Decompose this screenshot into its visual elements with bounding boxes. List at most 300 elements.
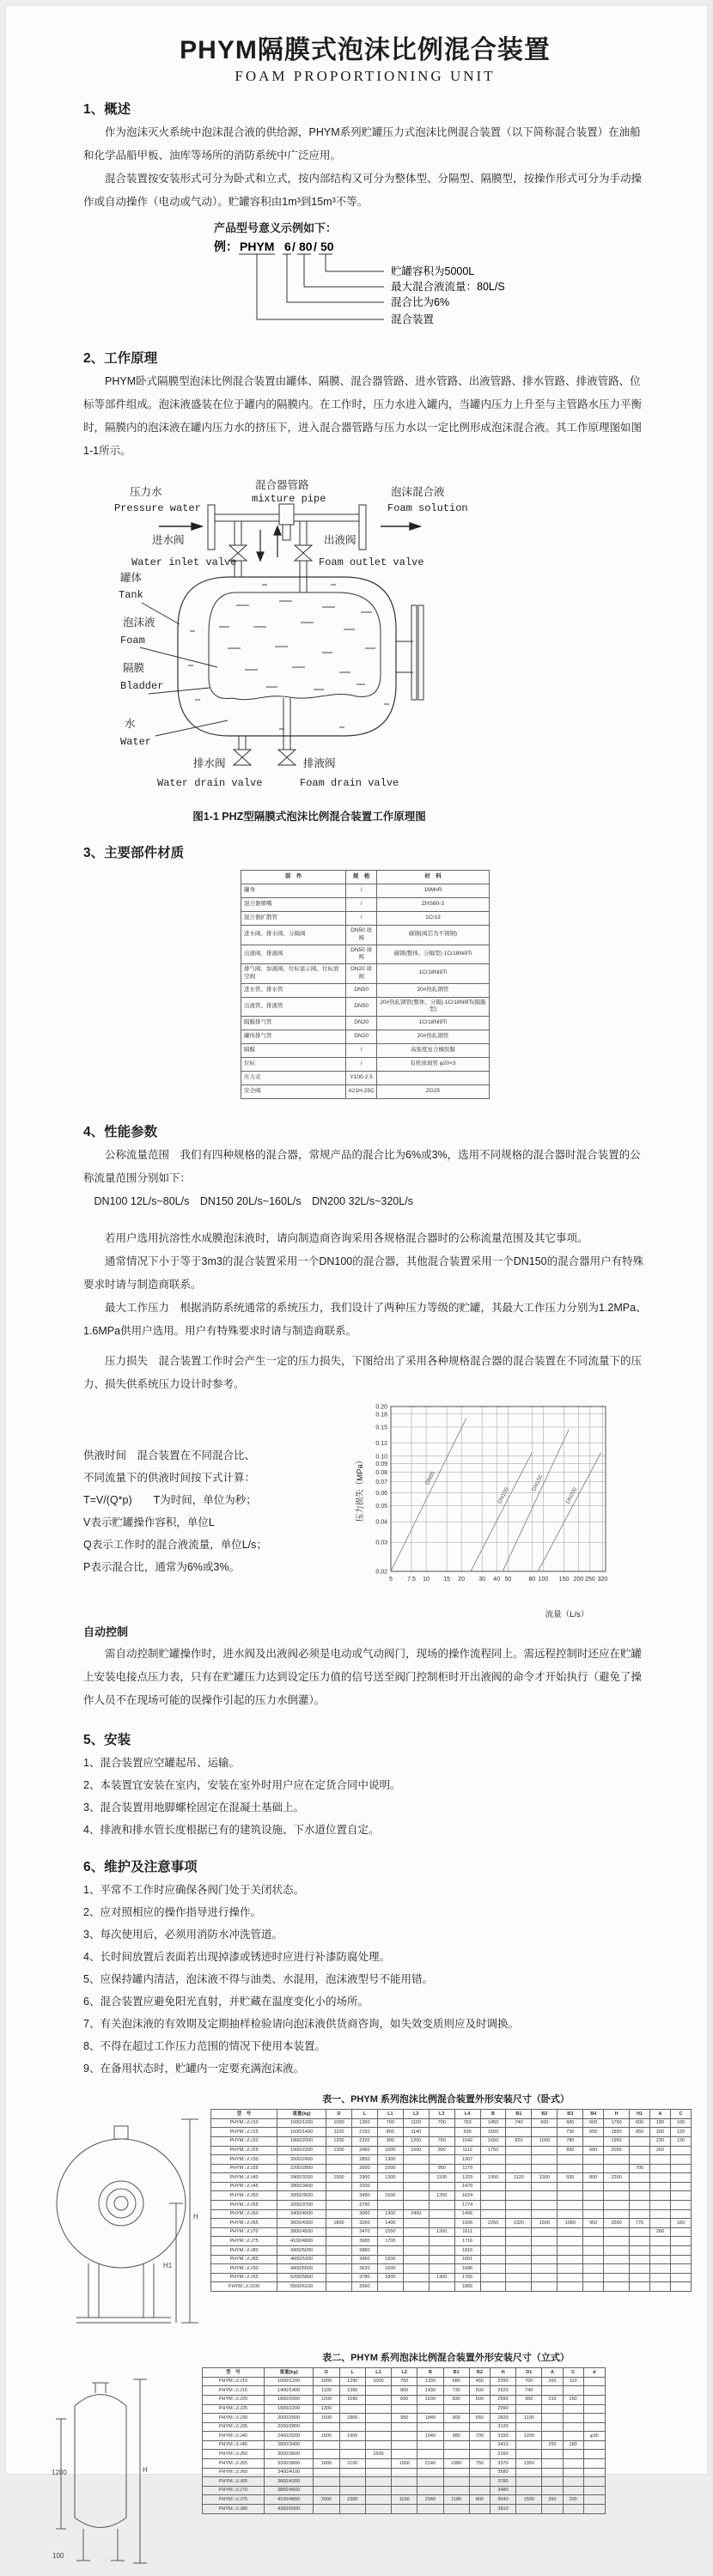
table-cell xyxy=(649,2273,670,2282)
table-cell xyxy=(563,2422,583,2432)
column-header: 重量(kg) xyxy=(264,2368,314,2378)
table-cell xyxy=(542,2450,563,2459)
table-cell xyxy=(365,2414,391,2423)
table-cell: 混合器扩散管 xyxy=(241,912,346,926)
table-cell: 1950 xyxy=(480,2173,506,2183)
table-cell: 1100 xyxy=(314,2386,339,2396)
table-cell xyxy=(417,2404,443,2414)
column-header: 型 号 xyxy=(211,2110,277,2119)
table-row xyxy=(203,2377,606,2386)
x-tick-label: 150 xyxy=(558,1577,570,1583)
foam-outlet-valve-symbol xyxy=(295,545,312,561)
table-row xyxy=(211,2282,692,2292)
water-drain-label-en: Water drain valve xyxy=(157,777,263,789)
table-cell xyxy=(630,2173,650,2183)
table-cell xyxy=(480,2155,506,2165)
table-cell: 1750 xyxy=(604,2118,630,2128)
table-cell xyxy=(480,2164,506,2173)
table-row xyxy=(211,2264,692,2274)
table-cell: 1290 xyxy=(339,2377,365,2386)
table-cell: 1865 xyxy=(454,2282,480,2292)
table-cell: 1100 xyxy=(429,2173,454,2183)
table-cell: 罐身 xyxy=(241,884,346,898)
table-cell: 碳钢(整体、分隔型) 1Cr18Ni9Ti xyxy=(376,945,489,964)
table-cell: 5500/6100 xyxy=(277,2282,326,2292)
table-cell xyxy=(583,2246,604,2256)
y-axis-label: 压力损失（MPa） xyxy=(356,1455,365,1522)
table-cell: 2260 xyxy=(604,2173,630,2183)
table-cell xyxy=(480,2282,506,2292)
table-cell: 820 xyxy=(506,2136,532,2146)
table-cell: PHYM □/□/25 xyxy=(203,2404,265,2414)
paragraph: PHYM卧式隔膜型泡沫比例混合装置由罐体、隔膜、混合器管路、进水管路、出液管路、排水管路、排液管路、位标等部件组成。泡沫液盛装在位于罐内的隔膜内。在工作时，压力水进入罐内，当罐内压力上升至与主管路水压力平衡时，隔膜内的泡沫液在罐内压力水的挤压下，进入混合器管路与压力水以一定比例形成泡沫混合液。其工作原理图如图1-1所示。 xyxy=(83,375,643,457)
x-tick-label: 10 xyxy=(423,1577,430,1583)
table-row xyxy=(211,2173,692,2183)
table-cell: 700 xyxy=(377,2118,403,2128)
x-tick-label: 80 xyxy=(528,1577,536,1583)
supply-time-line: P表示混合比，通常为6%或3%。 xyxy=(83,1561,240,1574)
table-cell xyxy=(630,2237,650,2246)
table-cell xyxy=(670,2227,691,2237)
table-cell xyxy=(392,2422,417,2432)
table-cell xyxy=(670,2264,691,2274)
table-cell xyxy=(630,2155,650,2165)
table-cell xyxy=(649,2237,670,2246)
table-cell: 3370 xyxy=(490,2459,515,2469)
column-header: 规 格 xyxy=(346,871,377,884)
table-cell xyxy=(377,2201,403,2210)
table-cell xyxy=(443,2505,469,2514)
column-header: d xyxy=(583,2368,605,2378)
table-cell xyxy=(403,2164,429,2173)
table-cell: DN50 球阀 xyxy=(346,945,377,964)
section-heading-maintenance: 6、维护及注意事项 xyxy=(83,1860,198,1875)
y-tick-label: 0.02 xyxy=(375,1569,387,1576)
table-cell: 1900/2200 xyxy=(264,2404,314,2414)
column-header: A xyxy=(649,2110,670,2119)
table-cell xyxy=(532,2264,558,2274)
table-cell: 950 xyxy=(583,2219,604,2228)
table-cell xyxy=(604,2282,630,2292)
table-cell: 830 xyxy=(443,2395,469,2404)
table-cell: 2900 xyxy=(351,2173,377,2183)
foam-outlet-valve-label-cn: 出液阀 xyxy=(324,534,356,546)
y-tick-label: 0.03 xyxy=(375,1540,387,1546)
table-cell: 1360 xyxy=(351,2118,377,2128)
table-cell: 180 xyxy=(649,2118,670,2128)
table-cell xyxy=(443,2486,469,2495)
table-cell xyxy=(403,2255,429,2264)
column-header: C xyxy=(563,2368,583,2378)
table-cell: 210 xyxy=(542,2395,563,2404)
table-row xyxy=(241,884,490,898)
table-cell xyxy=(480,2182,506,2191)
table-cell: 900 xyxy=(443,2414,469,2423)
table-cell: 1000 xyxy=(392,2459,417,2469)
table-cell xyxy=(443,2468,469,2477)
x-axis-label: 流量（L/s） xyxy=(545,1610,589,1620)
table-cell xyxy=(583,2237,604,2246)
table-cell: 3780 xyxy=(490,2477,515,2487)
table-cell xyxy=(429,2182,454,2191)
table-row xyxy=(203,2495,606,2505)
table-cell: 1500 xyxy=(365,2450,391,2459)
pressure-water-label-en: Pressure water xyxy=(114,502,201,514)
table-cell: 763 xyxy=(454,2118,480,2128)
y-tick-label: 0.15 xyxy=(375,1425,387,1431)
table-cell xyxy=(583,2459,605,2469)
table-cell xyxy=(469,2450,490,2459)
water-inlet-valve-label-en: Water inlet valve xyxy=(131,556,237,568)
table-cell xyxy=(480,2191,506,2201)
table-cell: 3000/3500 xyxy=(277,2191,326,2201)
table-cell: PHYM □/□/15 xyxy=(211,2128,277,2137)
table-cell: PHYM □/□/65 xyxy=(203,2477,265,2487)
table-cell xyxy=(670,2182,691,2191)
table-cell xyxy=(583,2155,604,2165)
table-row xyxy=(203,2477,606,2487)
table-cell xyxy=(516,2404,542,2414)
table-cell: PHYM □/□/30 xyxy=(203,2414,265,2423)
column-header: H xyxy=(604,2110,630,2119)
table-cell: DN20 xyxy=(346,1030,377,1044)
model-separator: / xyxy=(314,240,317,253)
table-cell xyxy=(604,2155,630,2165)
table-cell: 1800/2000 xyxy=(264,2395,314,2404)
y-tick-label: 0.07 xyxy=(375,1479,387,1486)
table-cell xyxy=(365,2395,391,2404)
table-cell xyxy=(403,2201,429,2210)
table-cell: 1450 xyxy=(480,2118,506,2128)
y-tick-label: 0.05 xyxy=(375,1504,387,1510)
table-cell xyxy=(558,2164,583,2173)
table-cell xyxy=(558,2191,583,2201)
callout-device: 混合装置 xyxy=(391,313,435,325)
table-cell xyxy=(314,2486,339,2495)
table-row xyxy=(241,1085,490,1099)
table-cell: PHYM □/□/20 xyxy=(203,2395,265,2404)
table-cell: 1601 xyxy=(454,2255,480,2264)
table-cell xyxy=(480,2246,506,2256)
table-cell xyxy=(649,2282,670,2292)
table-cell: PHYM □/□/10 xyxy=(203,2377,265,2386)
table-cell: 1112 xyxy=(454,2146,480,2155)
table-header-row xyxy=(211,2110,692,2119)
table-cell: PHYM □/□/55 xyxy=(203,2459,265,2469)
table-cell: 2150 xyxy=(351,2128,377,2137)
supply-time-block xyxy=(83,1400,341,1621)
table-cell: 2300 xyxy=(339,2495,365,2505)
table-cell xyxy=(339,2450,365,2459)
table-row xyxy=(203,2432,606,2441)
table-cell xyxy=(326,2201,352,2210)
foam-drain-pipe xyxy=(278,698,296,765)
table-cell: φ30 xyxy=(583,2432,605,2441)
table-row xyxy=(211,2136,692,2146)
table-cell xyxy=(480,2227,506,2237)
table-cell: 730 xyxy=(558,2128,583,2137)
table-cell xyxy=(365,2386,391,2396)
table-cell xyxy=(630,2273,650,2282)
x-tick-label: 20 xyxy=(458,1577,466,1583)
table-cell xyxy=(339,2440,365,2450)
table-cell xyxy=(403,2173,429,2183)
table-cell xyxy=(630,2264,650,2274)
table-cell xyxy=(630,2227,650,2237)
table-cell: 3160 xyxy=(490,2450,515,2459)
table-cell: 1120 xyxy=(506,2173,532,2183)
table-cell xyxy=(542,2486,563,2495)
table-row xyxy=(211,2191,692,2201)
table-cell xyxy=(583,2386,605,2396)
table-cell: 1430 xyxy=(417,2386,443,2396)
table-cell xyxy=(583,2182,604,2191)
table-cell: 1100 xyxy=(392,2495,417,2505)
model-callout-svg xyxy=(214,237,558,330)
y-tick-label: 0.18 xyxy=(375,1412,387,1419)
table-cell xyxy=(469,2505,490,2514)
page-subtitle: FOAM PROPORTIONING UNIT xyxy=(235,68,496,84)
table-cell xyxy=(480,2273,506,2282)
table-cell: 20#热轧钢管(整体、分隔) 1Cr18Ni9Ti(隔膜型) xyxy=(376,997,489,1017)
table-cell: 1800 xyxy=(339,2414,365,2423)
table-cell xyxy=(506,2246,532,2256)
callout-mix-ratio: 混合比为6% xyxy=(391,296,450,308)
table-cell: 3150 xyxy=(490,2432,515,2441)
table-cell xyxy=(429,2201,454,2210)
table-cell: PHYM □/□/60 xyxy=(203,2468,265,2477)
table-cell: 500 xyxy=(469,2386,490,2396)
table-cell xyxy=(516,2422,542,2432)
table-cell xyxy=(670,2173,691,2183)
table-cell xyxy=(542,2459,563,2469)
table-cell: 1080 xyxy=(443,2459,469,2469)
table-cell xyxy=(339,2422,365,2432)
y-tick-label: 0.09 xyxy=(375,1461,387,1468)
table-cell: 1500 xyxy=(314,2414,339,2423)
table-cell xyxy=(417,2468,443,2477)
table-cell: PHYM □/□/50 xyxy=(211,2191,277,2201)
dim-label-1200: 1200 xyxy=(52,2469,67,2477)
table-cell xyxy=(583,2486,605,2495)
table-cell xyxy=(563,2432,583,2441)
table-cell: 4900/5500 xyxy=(277,2264,326,2274)
table-cell xyxy=(365,2505,391,2514)
table-cell xyxy=(563,2459,583,2469)
table-cell xyxy=(532,2227,558,2237)
section-heading-principle: 2、工作原理 xyxy=(83,351,158,366)
table-cell: 2800/3400 xyxy=(264,2440,314,2450)
table-cell xyxy=(604,2201,630,2210)
table-cell: PHYM □/□/45 xyxy=(211,2182,277,2191)
table-cell xyxy=(563,2386,583,2396)
table-cell xyxy=(480,2255,506,2264)
table-cell: 3200 xyxy=(351,2182,377,2191)
table-cell: 1900 xyxy=(339,2432,365,2441)
table-cell xyxy=(542,2414,563,2423)
table-cell: 1329 xyxy=(454,2173,480,2183)
table-cell: 1300 xyxy=(377,2209,403,2219)
table-cell xyxy=(583,2282,604,2292)
table-row xyxy=(203,2486,606,2495)
table-cell: DN20 xyxy=(346,1017,377,1030)
table-header-row xyxy=(203,2368,606,2378)
maintenance-list xyxy=(83,1879,647,2080)
table-row xyxy=(241,1044,490,1058)
table-cell xyxy=(417,2450,443,2459)
section-heading-performance: 4、性能参数 xyxy=(83,1125,158,1140)
column-header: A xyxy=(542,2368,563,2378)
y-tick-label: 0.06 xyxy=(375,1491,387,1498)
table-cell xyxy=(532,2209,558,2219)
table-cell: 1000 xyxy=(532,2136,558,2146)
table-cell xyxy=(516,2505,542,2514)
table-cell xyxy=(417,2422,443,2432)
tank-label-cn: 罐体 xyxy=(120,572,143,584)
table-cell: 800 xyxy=(377,2128,403,2137)
table-cell xyxy=(583,2404,605,2414)
table-cell xyxy=(403,2282,429,2292)
series-label-DN65: DN65 xyxy=(424,1470,436,1486)
column-header: H1 xyxy=(630,2110,650,2119)
table-row xyxy=(203,2468,606,2477)
table-cell xyxy=(670,2209,691,2219)
table-cell xyxy=(542,2432,563,2441)
table-cell xyxy=(469,2477,490,2487)
table-cell xyxy=(558,2246,583,2256)
table-row xyxy=(203,2404,606,2414)
materials-table xyxy=(241,870,490,1099)
table-cell: 1100 xyxy=(516,2414,542,2423)
maintenance-item: 4、长时间放置后表面若出现掉漆或锈迹时应进行补漆防腐处理。 xyxy=(83,1951,390,1964)
vertical-dimensions-section xyxy=(6,2350,707,2576)
flow-range-line: DN100 12L/s~80L/s DN150 20L/s~160L/s DN200 32L/s~320L/s xyxy=(94,1195,413,1208)
table-cell: 930 xyxy=(558,2173,583,2183)
table-cell: 2200/2800 xyxy=(264,2422,314,2432)
table-cell xyxy=(563,2404,583,2414)
table-cell xyxy=(558,2264,583,2274)
table-cell xyxy=(326,2246,352,2256)
table-cell xyxy=(314,2440,339,2450)
table-cell: 高强度复合橡胶膜 xyxy=(376,1044,489,1058)
table-cell xyxy=(365,2459,391,2469)
table-cell xyxy=(314,2468,339,2477)
x-tick-label: 200 xyxy=(573,1577,584,1583)
table-cell: 进水管、排水管 xyxy=(241,983,346,997)
table-cell: 740 xyxy=(506,2118,532,2128)
table-cell xyxy=(583,2450,605,2459)
table-cell xyxy=(558,2282,583,2292)
table-cell: 200 xyxy=(649,2128,670,2137)
table-cell xyxy=(532,2282,558,2292)
table-row xyxy=(211,2219,692,2228)
table-cell: PHYM □/□/50 xyxy=(203,2450,265,2459)
table-cell xyxy=(649,2209,670,2219)
table-cell: 2560 xyxy=(604,2219,630,2228)
table-cell: 800 xyxy=(583,2173,604,2183)
table-cell: PHYM □/□/55 xyxy=(211,2201,277,2210)
table-cell xyxy=(506,2155,532,2165)
table-cell xyxy=(326,2237,352,2246)
table-cell: 1940 xyxy=(417,2432,443,2441)
table-cell xyxy=(532,2164,558,2173)
table-cell xyxy=(417,2505,443,2514)
table-cell xyxy=(583,2377,605,2386)
table-cell: 1200 xyxy=(326,2136,352,2146)
table-row xyxy=(211,2227,692,2237)
table-cell xyxy=(563,2477,583,2487)
table-cell xyxy=(670,2282,691,2292)
table-cell: 700 xyxy=(469,2432,490,2441)
table-cell: DN50 xyxy=(346,983,377,997)
table-cell: 2290 xyxy=(490,2377,515,2386)
water-inlet-valve-label-cn: 进水阀 xyxy=(152,534,185,546)
table-cell: / xyxy=(346,884,377,898)
table-cell: 680 xyxy=(443,2377,469,2386)
supply-time-line: V表示贮罐操作容积，单位L xyxy=(83,1516,215,1529)
table-cell: 1320 xyxy=(506,2219,532,2228)
table-cell xyxy=(506,2255,532,2264)
table-cell: DN50 球阀 xyxy=(346,926,377,945)
table-cell xyxy=(392,2486,417,2495)
table-cell: 3060 xyxy=(351,2209,377,2219)
table-header-row xyxy=(241,871,490,884)
table-cell xyxy=(604,2209,630,2219)
x-tick-label: 15 xyxy=(443,1577,450,1583)
table-cell xyxy=(429,2264,454,2274)
table-cell: 3580 xyxy=(490,2468,515,2477)
table-cell xyxy=(649,2246,670,2256)
table-cell: 600 xyxy=(583,2118,604,2128)
paragraph: 通常情况下小于等于3m3的混合装置采用一个DN100的混合器，其他混合装置采用一个DN150的混合器用户有特殊要求时请与制造商联系。 xyxy=(83,1255,644,1291)
table-cell: PHYM □/□/100 xyxy=(211,2282,277,2292)
table-cell xyxy=(532,2155,558,2165)
table2-title: 表二、PHYM 系列泡沫比例混合装置外形安装尺寸（立式） xyxy=(322,2353,570,2364)
table-cell xyxy=(506,2191,532,2201)
water-drain-pipe xyxy=(234,736,251,765)
maintenance-item: 8、不得在超过工作压力范围的情况下使用本装置。 xyxy=(83,2040,326,2053)
table-cell: 1400/1400 xyxy=(264,2386,314,2396)
table-cell: 3400/4000 xyxy=(277,2209,326,2219)
table-cell xyxy=(403,2264,429,2274)
table-cell xyxy=(542,2386,563,2396)
installation-item: 1、混合装置应空罐起吊、运输。 xyxy=(83,1757,240,1770)
table-cell xyxy=(403,2246,429,2256)
table-cell xyxy=(563,2468,583,2477)
table-cell: 1400 xyxy=(377,2219,403,2228)
dim-label-h: H xyxy=(143,2466,148,2475)
table-cell: 1800/2000 xyxy=(277,2136,326,2146)
table-cell: 1765 xyxy=(454,2273,480,2282)
table-cell: 3800/4500 xyxy=(264,2486,314,2495)
table-cell: PHYM □/□/45 xyxy=(203,2440,265,2450)
table-cell xyxy=(604,2255,630,2264)
table-cell xyxy=(583,2255,604,2264)
maintenance-item: 2、应对照相应的操作指导进行操作。 xyxy=(83,1906,261,1919)
table-cell xyxy=(326,2227,352,2237)
table-cell xyxy=(429,2209,454,2219)
table-cell: 3000/3600 xyxy=(264,2450,314,2459)
table-row xyxy=(211,2255,692,2264)
maintenance-item: 1、平常不工作时应确保各阀门处于关闭状态。 xyxy=(83,1884,304,1897)
table-cell: 1750 xyxy=(480,2146,506,2155)
table-cell xyxy=(417,2440,443,2450)
table-cell xyxy=(443,2404,469,2414)
maintenance-item: 5、应保持罐内清洁，泡沫液不得与油类、水混用，泡沫液型号不能用错。 xyxy=(83,1973,433,1986)
table-cell: 740 xyxy=(516,2386,542,2396)
table-cell: 1406 xyxy=(454,2209,480,2219)
table-cell: 2590 xyxy=(490,2395,515,2404)
